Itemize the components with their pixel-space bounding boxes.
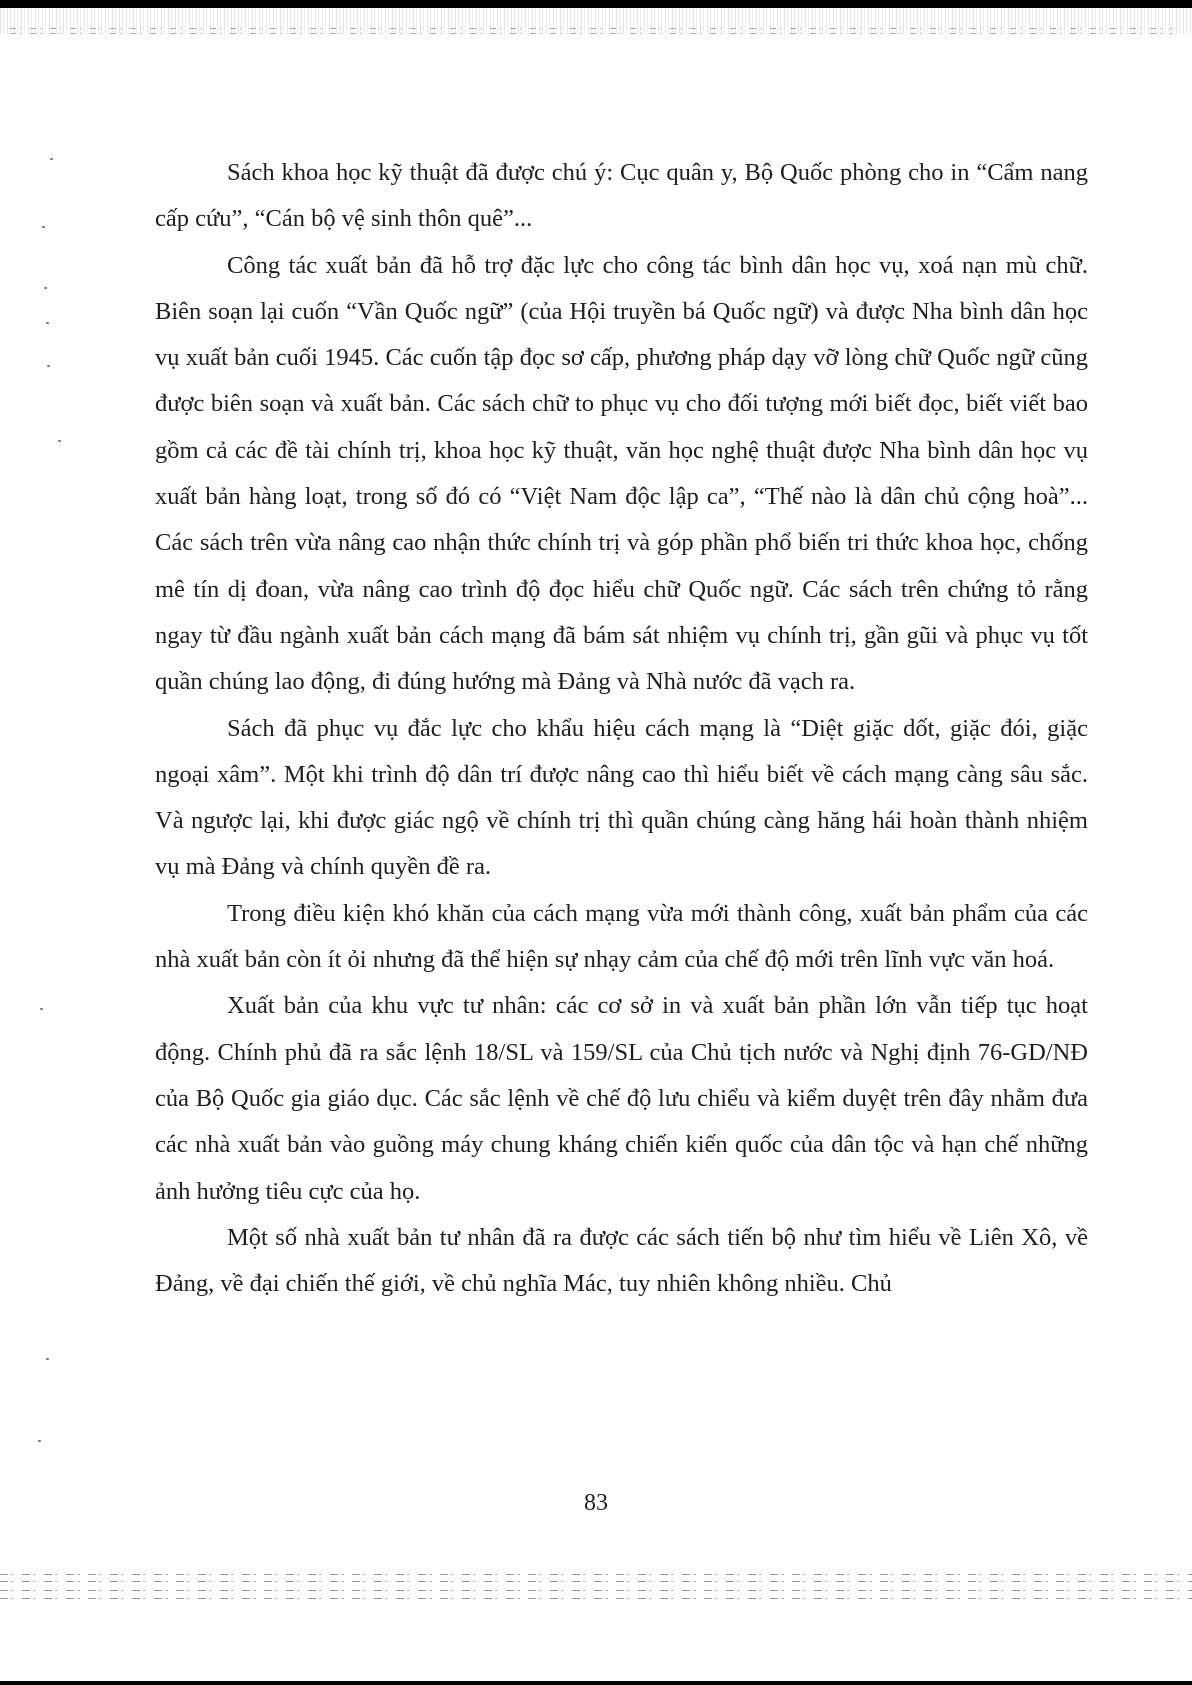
scan-speck	[50, 158, 53, 160]
scan-speck	[58, 440, 61, 442]
scan-speck	[42, 226, 45, 228]
scan-noise-line	[0, 1574, 1192, 1575]
scan-speck	[44, 287, 47, 289]
paragraph: Trong điều kiện khó khăn của cách mạng vừa mới thành công, xuất bản phẩm của các nhà xuất bản còn ít ỏi nhưng đã thể hiện sự nhạy cảm của chế độ mới trên lĩnh vực văn hoá.	[155, 899, 1088, 974]
document-body	[155, 150, 1088, 1307]
scan-noise-line	[0, 1590, 1192, 1591]
scan-speck	[46, 1358, 49, 1360]
scan-bottom-border	[0, 1681, 1192, 1685]
scan-speck	[47, 365, 50, 367]
scan-top-border	[0, 0, 1192, 8]
paragraph: Công tác xuất bản đã hỗ trợ đặc lực cho công tác bình dân học vụ, xoá nạn mù chữ. Biên soạn lại cuốn “Vần Quốc ngữ” (của Hội truyền bá Quốc ngữ) và được Nha bình dân học vụ xuất bản cuối 1945. Các cuốn tập đọc sơ cấp, phương pháp dạy vỡ lòng chữ Quốc ngữ cũng được biên soạn và xuất bản. Các sách chữ to phục vụ cho đối tượng mới biết đọc, biết viết bao gồm cả các đề tài chính trị, khoa học kỹ thuật, văn học nghệ thuật được Nha bình dân học vụ xuất bản hàng loạt, trong số đó có “Việt Nam độc lập ca”, “Thế nào là dân chủ cộng hoà”... Các sách trên vừa nâng cao nhận thức chính trị và góp phần phổ biến tri thức khoa học, chống mê tín dị đoan, vừa nâng cao trình độ đọc hiểu chữ Quốc ngữ. Các sách trên chứng tỏ rằng ngay từ đầu ngành xuất bản cách mạng đã bám sát nhiệm vụ chính trị, gần gũi và phục vụ tốt quần chúng lao động, đi đúng hướng mà Đảng và Nhà nước đã vạch ra.	[155, 251, 1088, 696]
scan-top-noise	[0, 8, 1192, 34]
scan-noise-line	[0, 1581, 1192, 1582]
paragraph: Sách khoa học kỹ thuật đã được chú ý: Cục quân y, Bộ Quốc phòng cho in “Cẩm nang cấp cứu”, “Cán bộ vệ sinh thôn quê”...	[155, 159, 1088, 233]
paragraph: Sách đã phục vụ đắc lực cho khẩu hiệu cách mạng là “Diệt giặc dốt, giặc đói, giặc ngoại xâm”. Một khi trình độ dân trí được nâng cao thì hiểu biết về cách mạng càng sâu sắc. Và ngược lại, khi được giác ngộ về chính trị thì quần chúng càng hăng hái hoàn thành nhiệm vụ mà Đảng và chính quyền đề ra.	[155, 714, 1088, 881]
scan-noise-line	[10, 28, 1172, 29]
scan-speck	[38, 1440, 41, 1442]
paragraph: Một số nhà xuất bản tư nhân đã ra được các sách tiến bộ như tìm hiểu về Liên Xô, về Đảng, về đại chiến thế giới, về chủ nghĩa Mác, tuy nhiên không nhiều. Chủ	[155, 1223, 1088, 1298]
scan-speck	[46, 322, 49, 324]
scan-noise-line	[0, 1598, 1192, 1599]
scan-speck	[40, 1008, 43, 1010]
paragraph: Xuất bản của khu vực tư nhân: các cơ sở in và xuất bản phần lớn vẫn tiếp tục hoạt động. Chính phủ đã ra sắc lệnh 18/SL và 159/SL của Chủ tịch nước và Nghị định 76-GD/NĐ của Bộ Quốc gia giáo dục. Các sắc lệnh về chế độ lưu chiểu và kiểm duyệt trên đây nhằm đưa các nhà xuất bản vào guồng máy chung kháng chiến kiến quốc của dân tộc và hạn chế những ảnh hưởng tiêu cực của họ.	[155, 992, 1088, 1205]
page-number: 83	[584, 1490, 608, 1516]
scan-noise-line	[10, 33, 1172, 34]
